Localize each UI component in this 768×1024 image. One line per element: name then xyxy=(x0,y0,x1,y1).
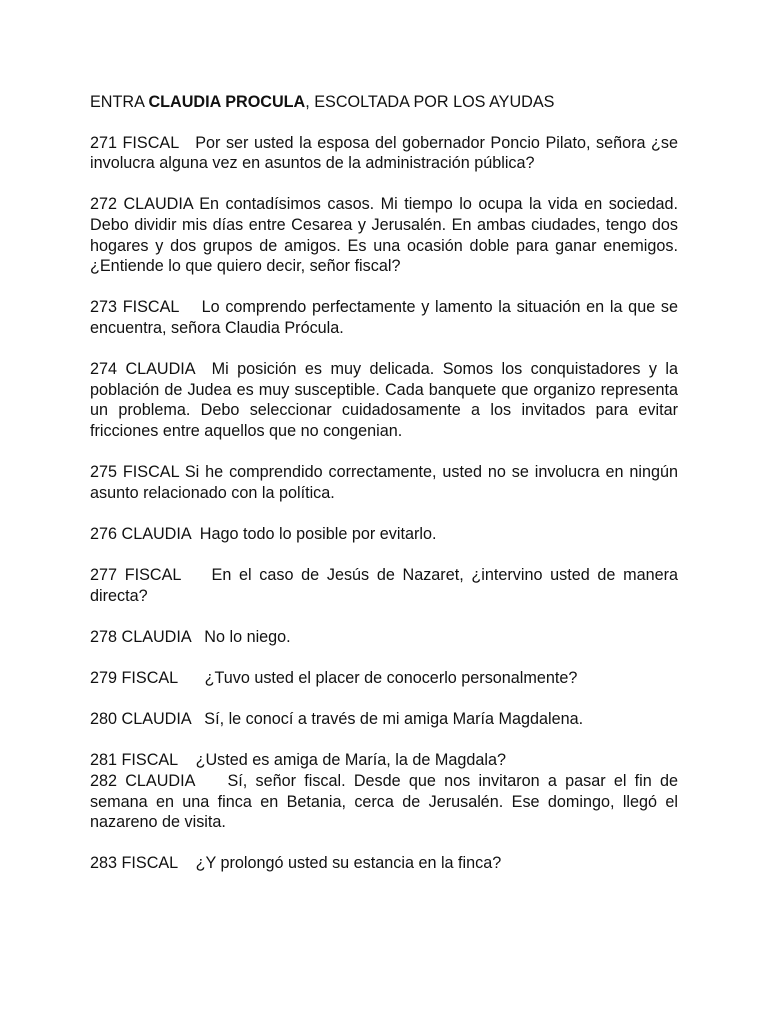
dialogue-line xyxy=(90,359,678,441)
dialogue-line xyxy=(90,627,678,648)
dialogue-text: Lo comprendo perfectamente y lamento la situación en la que se encuentra, señora Claudia Prócula. xyxy=(90,298,678,337)
dialogue-line xyxy=(90,297,678,338)
dialogue-text: Sí, le conocí a través de mi amiga María Magdalena. xyxy=(204,710,584,729)
speaker-label: 272 CLAUDIA xyxy=(90,195,200,214)
dialogue-text: No lo niego. xyxy=(204,627,291,646)
dialogue-line xyxy=(90,462,678,503)
speaker-label: 277 FISCAL xyxy=(90,566,212,585)
speaker-label: 274 CLAUDIA xyxy=(90,360,212,379)
speaker-label: 271 FISCAL xyxy=(90,133,196,152)
scene-heading-suffix: , ESCOLTADA POR LOS AYUDAS xyxy=(305,93,555,111)
dialogue-text: Hago todo lo posible por evitarlo. xyxy=(199,524,437,543)
speaker-label: 279 FISCAL xyxy=(90,669,205,688)
dialogue-text: Sí, señor fiscal. Desde que nos invitaron a pasar el fin de semana en una finca en Betania, cerca de Jerusalén. Ese domingo, llegó el nazareno de visita. xyxy=(90,772,679,832)
dialogue-text: En el caso de Jesús de Nazaret, ¿intervino usted de manera directa? xyxy=(90,566,678,605)
dialogue-line xyxy=(90,133,678,174)
dialogue-text: En contadísimos casos. Mi tiempo lo ocupa la vida en sociedad. Debo dividir mis días entre Cesarea y Jerusalén. En ambas ciudades, tengo dos hogares y dos grupos de amigos. Es una ocasión doble para ganar enemigos. ¿Entiende lo que quiero decir, señor fiscal? xyxy=(90,195,678,276)
speaker-label: 282 CLAUDIA xyxy=(90,772,228,790)
dialogue-text: Mi posición es muy delicada. Somos los conquistadores y la población de Judea es muy susceptible. Cada banquete que organizo representa un problema. Debo seleccionar cuidadosamente a los invitados para evitar fricciones entre aquellos que no congenian. xyxy=(90,360,678,440)
dialogue-line xyxy=(90,771,678,833)
speaker-label: 275 FISCAL xyxy=(90,463,185,482)
dialogue-text: ¿Usted es amiga de María, la de Magdala? xyxy=(195,751,507,770)
dialogue-line xyxy=(90,194,678,276)
dialogue-line xyxy=(90,524,678,545)
dialogue-text: Por ser usted la esposa del gobernador Poncio Pilato, señora ¿se involucra alguna vez en asuntos de la administración pública? xyxy=(90,133,678,173)
scene-heading-prefix: ENTRA xyxy=(90,93,149,111)
speaker-label: 283 FISCAL xyxy=(90,854,196,873)
document-page xyxy=(90,92,678,895)
speaker-label: 273 FISCAL xyxy=(90,298,202,317)
dialogue-line xyxy=(90,853,678,874)
dialogue-text: Si he comprendido correctamente, usted no se involucra en ningún asunto relacionado con la política. xyxy=(90,463,678,502)
dialogue-text: ¿Tuvo usted el placer de conocerlo personalmente? xyxy=(204,669,578,688)
speaker-label: 280 CLAUDIA xyxy=(90,710,205,729)
speaker-label: 278 CLAUDIA xyxy=(90,627,205,646)
speaker-label: 281 FISCAL xyxy=(90,751,196,770)
dialogue-line xyxy=(90,750,678,771)
dialogue-line xyxy=(90,668,678,689)
character-name: CLAUDIA PROCULA xyxy=(148,93,306,111)
dialogue-line xyxy=(90,565,678,606)
dialogue-line xyxy=(90,709,678,730)
speaker-label: 276 CLAUDIA xyxy=(90,524,200,543)
scene-heading xyxy=(90,92,678,113)
dialogue-text: ¿Y prolongó usted su estancia en la finca? xyxy=(195,854,502,873)
